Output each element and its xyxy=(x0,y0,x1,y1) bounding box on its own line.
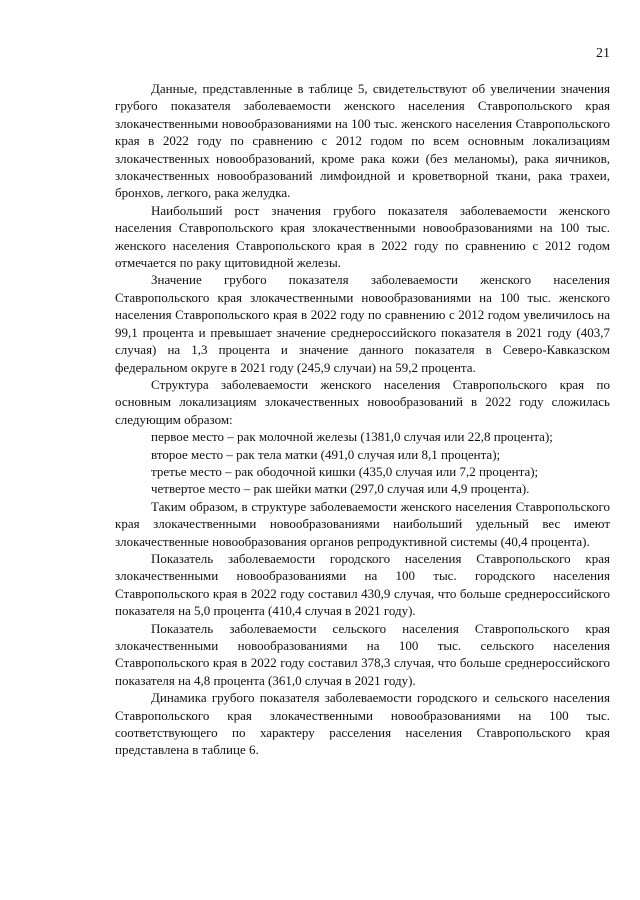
paragraph: Динамика грубого показателя заболеваемости городского и сельского населения Ставропольского края злокачественными новообразованиями на 100 тыс. соответствующего по характеру расселения населения Ставропольского края представлена в таблице 6. xyxy=(115,690,610,758)
paragraph: Показатель заболеваемости городского населения Ставропольского края злокачественными новообразованиями на 100 тыс. городского населения Ставропольского края в 2022 году составил 430,9 случая, что больше среднероссийского показателя на 5,0 процента (410,4 случая в 2021 году). xyxy=(115,550,610,619)
paragraph: Показатель заболеваемости сельского населения Ставропольского края злокачественными новообразованиями на 100 тыс. сельского населения Ставропольского края в 2022 году составил 378,3 случая, что больше среднероссийского показателя на 4,8 процента (361,0 случая в 2021 году). xyxy=(115,620,610,688)
paragraph: Структура заболеваемости женского населения Ставропольского края по основным локализациям злокачественных новообразований в 2022 году сложилась следующим образом: xyxy=(115,376,610,427)
list-item: третье место – рак ободочной кишки (435,0 случая или 7,2 процента); xyxy=(151,463,539,479)
list-item: первое место – рак молочной железы (1381,0 случая или 22,8 процента); xyxy=(151,429,553,445)
paragraph: Наибольший рост значения грубого показателя заболеваемости женского населения Ставропольского края злокачественными новообразованиями на 100 тыс. женского населения Ставропольского края в 2022 году по сравнению с 2012 годом отмечается по раку щитовидной железы. xyxy=(115,202,610,271)
list-item: четвертое место – рак шейки матки (297,0 случая или 4,9 процента). xyxy=(151,481,530,497)
document-body xyxy=(115,80,610,759)
paragraph: Таким образом, в структуре заболеваемости женского населения Ставропольского края злокачественными новообразованиями наибольший удельный вес имеют злокачественные новообразования органов репродуктивной системы (40,4 процента). xyxy=(115,498,610,549)
page-number: 21 xyxy=(596,46,610,61)
ranking-list xyxy=(115,428,610,498)
paragraph: Данные, представленные в таблице 5, свидетельствуют об увеличении значения грубого показателя заболеваемости женского населения Ставропольского края злокачественными новообразованиями на 100 тыс. женского населения Ставропольского края в 2022 году по сравнению с 2012 годом по всем основным локализациям злокачественных новообразований, кроме рака кожи (без меланомы), рака яичников, злокачественных новообразований лимфоидной и кроветворной ткани, рака трахеи, бронхов, легкого, рака желудка. xyxy=(115,81,610,201)
paragraph: Значение грубого показателя заболеваемости женского населения Ставропольского края злокачественными новообразованиями на 100 тыс. женского населения Ставропольского края в 2022 году по сравнению с 2012 годом увеличилось на 99,1 процента и превышает значение среднероссийского показателя в 2021 году (403,7 случая) на 1,3 процента и значение данного показателя в Северо-Кавказском федеральном округе в 2021 году (245,9 случаи) на 59,2 процента. xyxy=(115,272,610,375)
list-item: второе место – рак тела матки (491,0 случая или 8,1 процента); xyxy=(151,446,501,462)
